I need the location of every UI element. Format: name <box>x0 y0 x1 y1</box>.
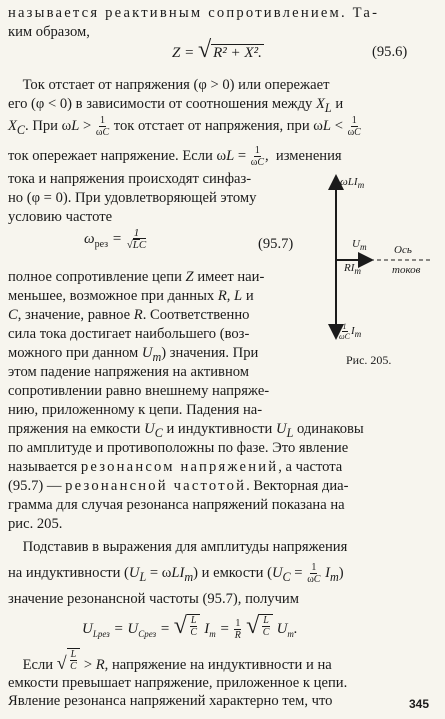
label-axis-2: токов <box>392 264 421 276</box>
text-line: называется реактивным сопротивлением. Та- <box>8 5 380 21</box>
figure-caption: Рис. 205. <box>346 353 392 367</box>
text-line: на индуктивности $(U_L = \omega LI_m)$ и емкости ($U_C$ = $\frac{1}{\omega C}$ $I_m$) <box>8 562 344 585</box>
text-line: C, значение, равное R. Соответственно <box>8 307 250 323</box>
text-line: ким образом, <box>8 24 90 40</box>
equation-95-6: Z = √ R² + X². <box>172 37 262 63</box>
text-line: значение резонансной частоты (95.7), получим <box>8 591 299 607</box>
text-line: Явление резонанса напряжений характерно тем, что <box>8 693 333 709</box>
text-line: меньшее, возможное при данных R, L и <box>8 288 254 304</box>
text-line: Ток отстает от напряжения (φ > 0) или опережает <box>8 77 330 93</box>
label-rim: $RI_m$ <box>344 262 362 277</box>
label-um: $U_m$ <box>352 238 367 253</box>
text-line: Подставив в выражения для амплитуды напряжения <box>8 539 348 555</box>
text-line: тока и напряжения происходят синфаз- <box>8 171 252 187</box>
text-line: но (φ = 0). При удовлетворяющей этому <box>8 190 257 206</box>
text-line: полное сопротивление цепи Z имеет наи- <box>8 269 265 285</box>
text-line: рис. 205. <box>8 516 63 532</box>
equation-95-7: $\omega_{рез}$ = $\frac{1}{√LC}$ <box>84 227 147 251</box>
equation-number: (95.6) <box>372 44 408 60</box>
text-line: его (φ < 0) в зависимости от соотношения между $X_L$ и <box>8 96 344 115</box>
text-line: ток опережает напряжение. Если ωL = $\frac{1}{\omega C}$ , изменения <box>8 145 342 168</box>
text-line: называется резонансом напряжений, а частота <box>8 459 343 475</box>
label-wlim: ωLI$_m$ <box>340 176 365 191</box>
text-line: (95.7) — резонансной частотой. Векторная диа- <box>8 478 349 494</box>
text-line: этом падение напряжения на активном <box>8 364 250 380</box>
equation-number: (95.7) <box>258 236 294 252</box>
text-line: сопротивлении равно внешнему напряже- <box>8 383 270 399</box>
text-line: можного при данном $U_m$) значения. При <box>8 345 259 364</box>
text-line: емкости превышает напряжение, приложенное к цепи. <box>8 675 348 691</box>
equation-resonance-voltages: $U_{Lрез} = U_{Cрез}$ = √ $\frac{L}{C}$ $I_m$ = $\frac{1}{R}$ √ $\frac{L}{C}$ $U_m$. <box>82 613 298 642</box>
text-line: Если √ $\frac{L}{C}$ > R, напряжение на индуктивности и на <box>8 649 332 673</box>
text-line: условию частоте <box>8 209 113 225</box>
vector-diagram-figure <box>318 170 438 370</box>
text-line: грамма для случая резонанса напряжений показана на <box>8 497 345 513</box>
text-line: нию, приложенному к цепи. Падения на- <box>8 402 263 418</box>
text-line: $X_C$. При ωL > $\frac{1}{\omega C}$ ток отстает от напряжения, при ωL < $\frac{1}{\omega C}$ <box>8 115 361 138</box>
label-cim: $\frac{1}{\omega C}$ $I_m$ <box>339 322 362 341</box>
text-line: пряжения на емкости $U_C$ и индуктивности $U_L$ одинаковы <box>8 421 364 440</box>
text-line: сила тока достигает наибольшего (воз- <box>8 326 250 342</box>
text-line: по амплитуде и противоположны по фазе. Это явление <box>8 440 349 456</box>
page-number: 345 <box>408 697 429 711</box>
label-axis-1: Ось <box>394 244 412 256</box>
